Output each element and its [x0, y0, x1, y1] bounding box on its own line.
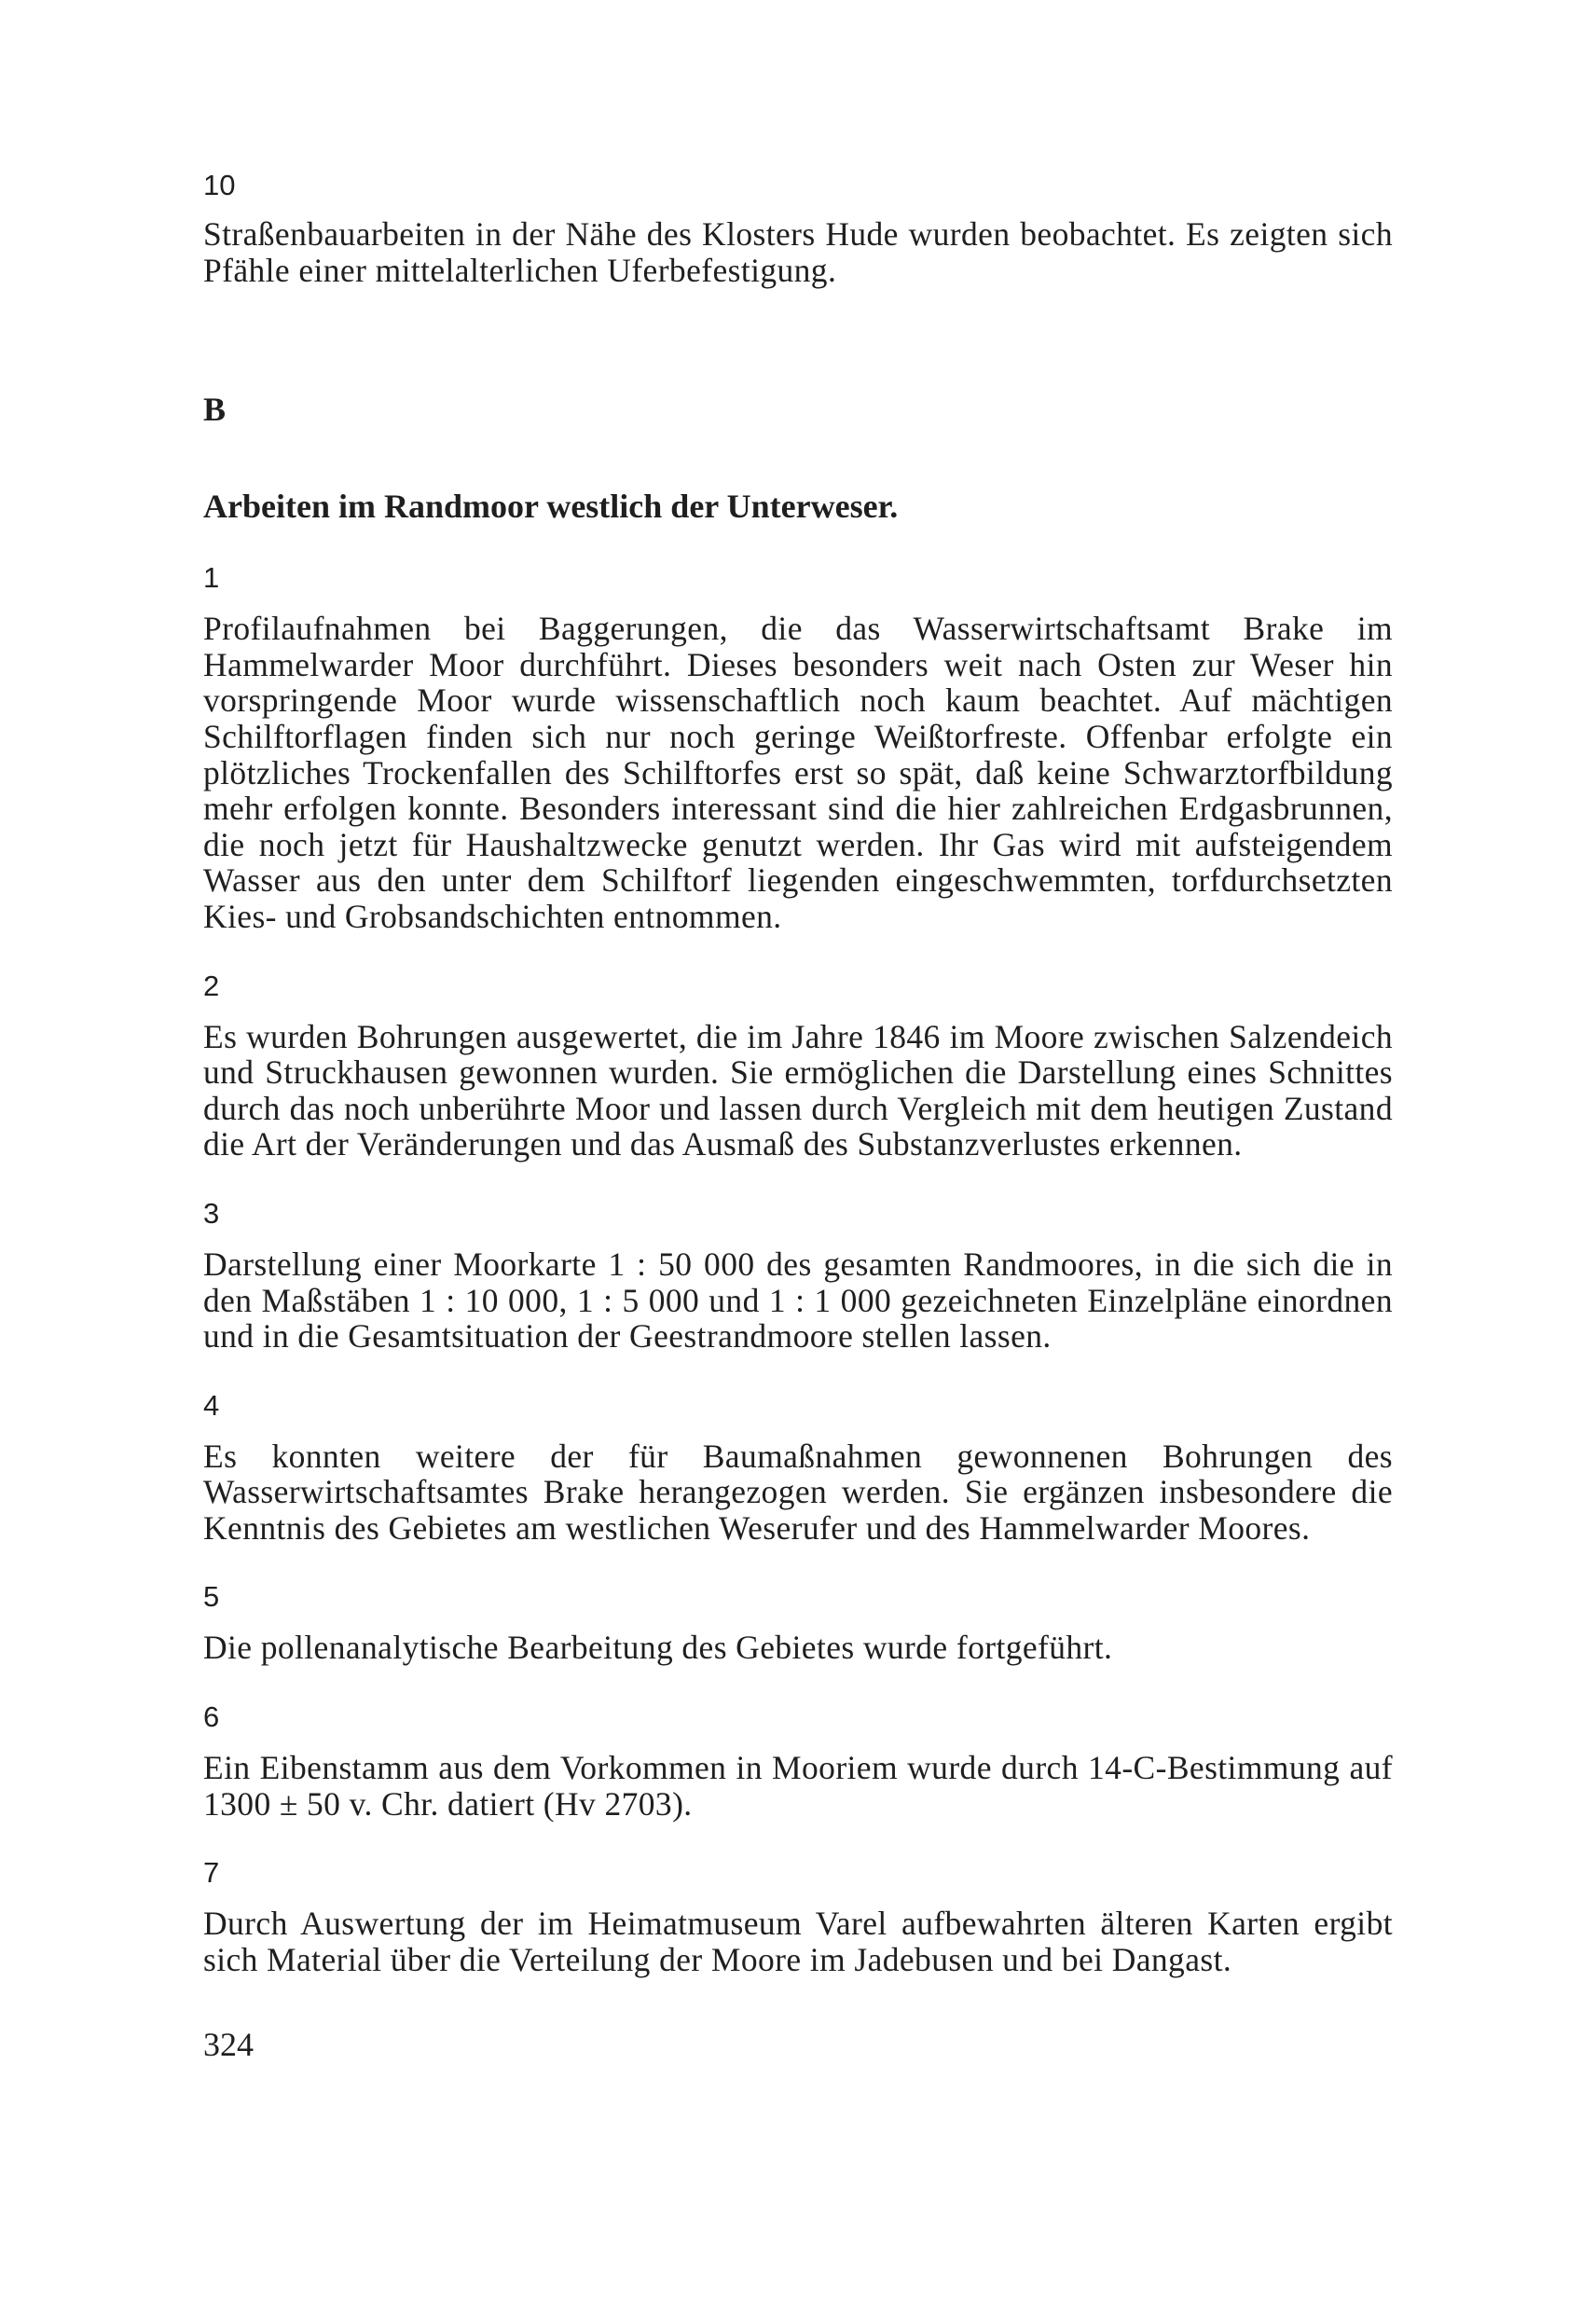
item-paragraph: Es wurden Bohrungen ausgewertet, die im Jahre 1846 im Moore zwischen Salzendeich und Struckhausen gewonnen wurden. Sie ermöglichen die Darstellung eines Schnittes durch das noch unberührte Moor und lassen durch Vergleich mit dem heutigen Zustand die Art der Veränderungen und das Ausmaß des Substanzverlustes erkennen. [203, 1017, 1393, 1163]
item-paragraph: Durch Auswertung der im Heimatmuseum Varel aufbewahrten älteren Karten ergibt sich Material über die Verteilung der Moore im Jadebusen und bei Dangast. [203, 1905, 1393, 1978]
item-paragraph: Die pollenanalytische Bearbeitung des Gebietes wurde fortgeführt. [203, 1629, 1113, 1667]
item-number: 2 [203, 969, 220, 1002]
section-letter: B [203, 391, 227, 429]
intro-paragraph: Straßenbauarbeiten in der Nähe des Klosters Hude wurden beobachtet. Es zeigten sich Pfähle einer mittelalterlichen Uferbefestigung. [203, 215, 1393, 289]
section-heading: Arbeiten im Randmoor westlich der Unterweser. [203, 488, 899, 526]
item-number: 3 [203, 1196, 220, 1230]
item-number: 4 [203, 1388, 220, 1422]
intro-number: 10 [203, 169, 236, 201]
page-number: 324 [203, 2026, 254, 2064]
item-number: 1 [203, 561, 220, 595]
item-paragraph: Profilaufnahmen bei Baggerungen, die das Wasserwirtschaftsamt Brake im Hammelwarder Moor durchführt. Dieses besonders weit nach Osten zur Weser hin vorspringende Moor wurde wissenschaftlich noch kaum beachtet. Auf mächtigen Schilftorflagen finden sich nur noch geringe Weißtorfreste. Offenbar erfolgte ein plötzliches Trockenfallen des Schilftorfes erst so spät, daß keine Schwarztorfbildung mehr erfolgen konnte. Besonders interessant sind die hier zahlreichen Erdgasbrunnen, die noch jetzt für Haushaltzwecke genutzt werden. Ihr Gas wird mit aufsteigendem Wasser aus den unter dem Schilftorf liegenden eingeschwemmten, torfdurchsetzten Kies- und Grobsandschichten entnommen. [203, 610, 1393, 935]
item-number: 7 [203, 1856, 220, 1890]
item-paragraph: Es konnten weitere der für Baumaßnahmen gewonnenen Bohrungen des Wasserwirtschaftsamtes Brake herangezogen werden. Sie ergänzen insbesondere die Kenntnis des Gebietes am westlichen Weserufer und des Hammelwarder Moores. [203, 1437, 1393, 1547]
item-number: 6 [203, 1700, 220, 1734]
item-number: 5 [203, 1580, 220, 1614]
document-page [203, 168, 1393, 2063]
item-paragraph: Darstellung einer Moorkarte 1 : 50 000 des gesamten Randmoores, in die sich die in den Maßstäben 1 : 10 000, 1 : 5 000 und 1 : 1 000 gezeichneten Einzelpläne einordnen und in die Gesamtsituation der Geestrandmoore stellen lassen. [203, 1245, 1393, 1356]
item-paragraph: Ein Eibenstamm aus dem Vorkommen in Mooriem wurde durch 14-C-Bestimmung auf 1300 ± 50 v. Chr. datiert (Hv 2703). [203, 1749, 1393, 1823]
